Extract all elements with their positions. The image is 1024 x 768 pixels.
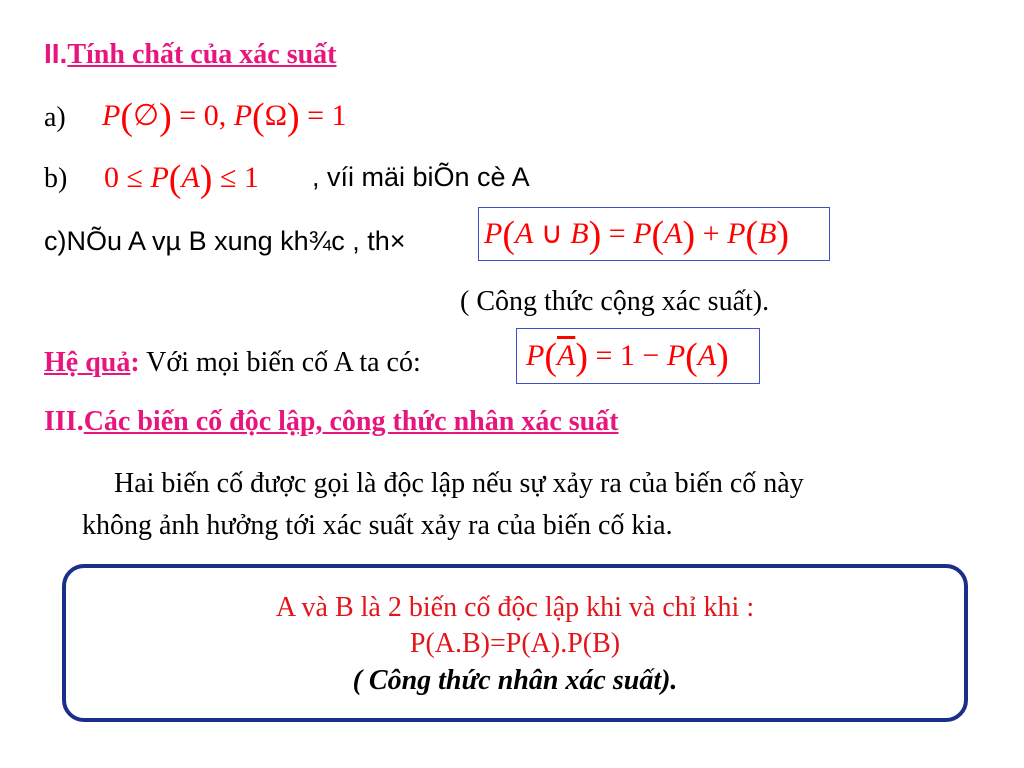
- callout-line-3: ( Công thức nhân xác suất).: [352, 665, 678, 696]
- callout-line-2: P(A.B)=P(A).P(B): [409, 628, 621, 659]
- formula-complement-rule: $P(\overline{A}) = 1 - P(A)$: [526, 336, 729, 378]
- item-b-label: b): [44, 163, 68, 194]
- section-2-heading: [44, 38, 337, 71]
- item-a-label: a): [44, 102, 66, 133]
- callout-line-1: A và B là 2 biến cố độc lập khi và chỉ khi :: [275, 592, 755, 623]
- corollary-line: [44, 347, 421, 379]
- corollary-label: Hệ quả: [44, 347, 131, 378]
- section-3-title-end: nhân xác suất: [453, 406, 619, 437]
- independence-callout: [62, 564, 968, 722]
- section-3-title: Các biến cố độc lập, công thức: [83, 406, 454, 437]
- corollary-colon: :: [130, 347, 140, 378]
- formula-addition-rule: P(A ∪ B) = P(A) + P(B): [484, 214, 790, 256]
- item-b-suffix: , víi mäi biÕn cè A: [312, 162, 530, 192]
- paragraph-line-2: không ảnh hưởng tới xác suất xảy ra của biến cố kia.: [82, 510, 673, 541]
- corollary-text: Với mọi biến cố A ta có:: [139, 347, 421, 378]
- item-c-label: c)NÕu A vµ B xung kh¾c , th×: [44, 226, 406, 256]
- addition-rule-caption: ( Công thức cộng xác suất).: [460, 286, 770, 317]
- paragraph-line-1: Hai biến cố được gọi là độc lập nếu sự xảy ra của biến cố này: [114, 468, 804, 499]
- formula-a: P(∅) = 0, P(Ω) = 1: [102, 96, 347, 138]
- section-2-number: II.: [44, 38, 68, 69]
- section-3-heading: [44, 406, 619, 438]
- section-2-title: Tính chất của xác suất: [67, 39, 337, 70]
- section-3-number: III.: [44, 406, 84, 437]
- formula-b: 0 ≤ P(A) ≤ 1: [104, 158, 259, 200]
